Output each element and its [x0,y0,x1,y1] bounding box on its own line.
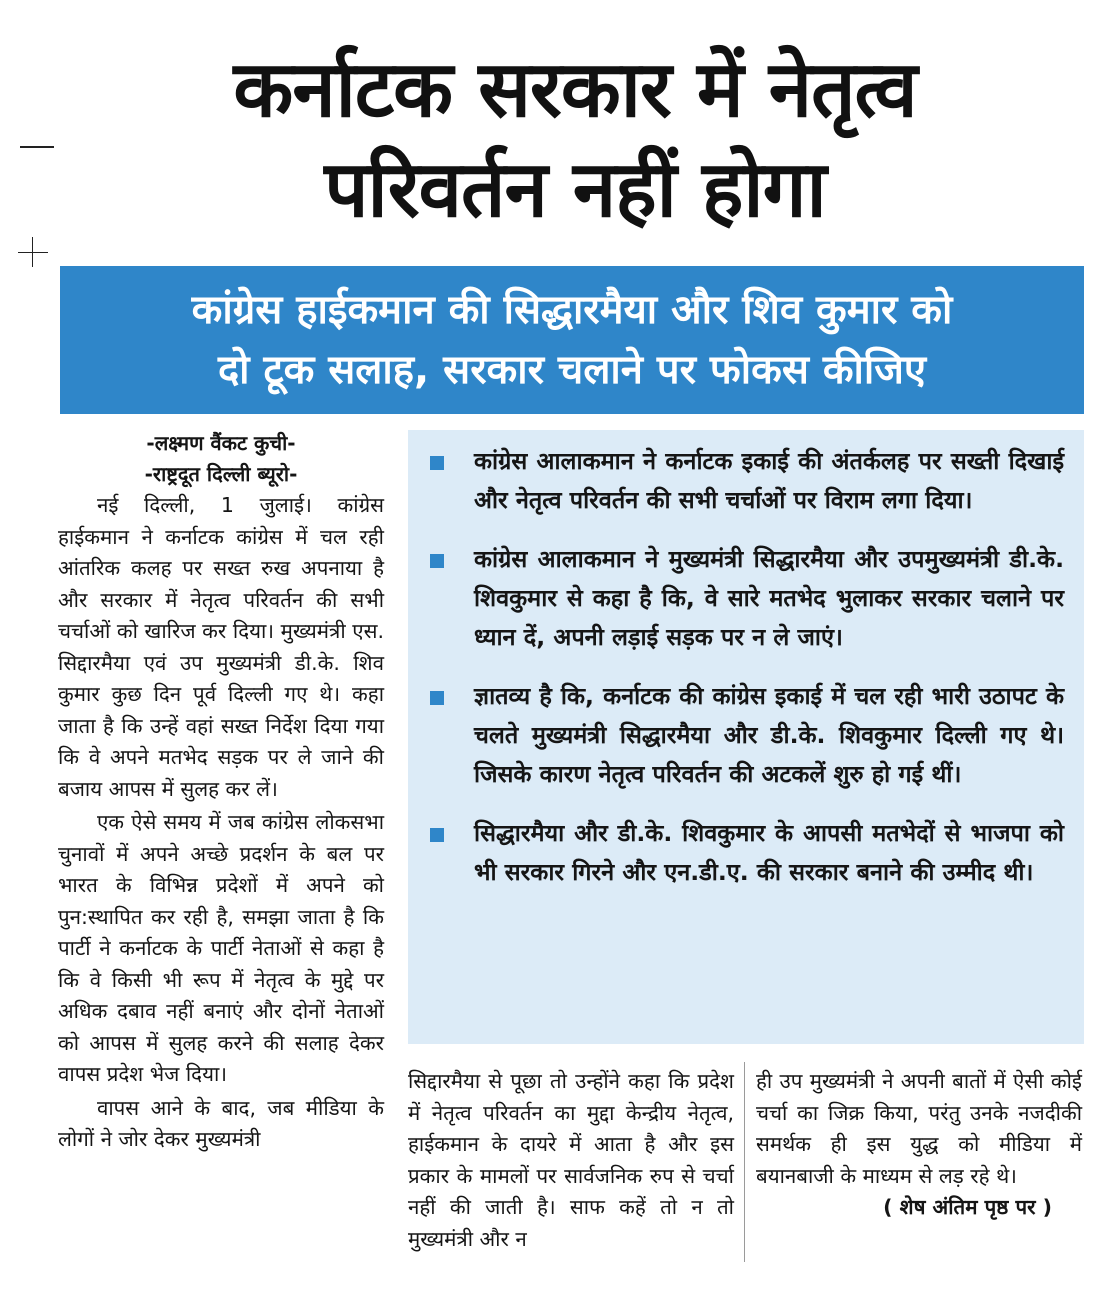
highlight-text: कांग्रेस आलाकमान ने मुख्यमंत्री सिद्धारमैया और उपमुख्यमंत्री डी.के. शिवकुमार से कहा है कि, वे सारे मतभेद भुलाकर सरकार चलाने पर ध्यान दें, अपनी लड़ाई सड़क पर न ले जाएं। [474,545,1064,651]
subheadline-band [60,266,1084,414]
highlight-text: कांग्रेस आलाकमान ने कर्नाटक इकाई की अंतर्कलह पर सख्ती दिखाई और नेतृत्व परिवर्तन की सभी चर्चाओं पर विराम लगा दिया। [474,447,1064,514]
headline-line-1: कर्नाटक सरकार में नेतृत्व [233,45,917,135]
article-column-right [756,1066,1082,1224]
highlight-item [430,442,1064,520]
byline-author: -लक्ष्मण वैंकट कुची- [146,431,296,455]
highlight-text: सिद्धारमैया और डी.के. शिवकुमार के आपसी मतभेदों से भाजपा को भी सरकार गिरने और एन.डी.ए. की सरकार बनाने की उम्मीद थी। [474,819,1064,886]
article-right-text: ही उप मुख्यमंत्री ने अपनी बातों में ऐसी कोई चर्चा का जिक्र किया, परंतु उनके नजदीकी समर्थक ही इस युद्ध को मीडिया में बयानबाजी के माध्यम से लड़ रहे थे। [756,1069,1082,1188]
registration-mark-horizontal [18,252,48,253]
article-paragraph-1: नई दिल्ली, 1 जुलाई। कांग्रेस हाईकमान ने कर्नाटक कांग्रेस में चल रही आंतरिक कलह पर सख्त रुख अपनाया है और सरकार में नेतृत्व परिवर्तन की सभी चर्चाओं को खारिज कर दिया। मुख्यमंत्री एस. सिद्दारमैया एवं उप मुख्यमंत्री डी.के. शिव कुमार कुछ दिन पूर्व दिल्ली गए थे। कहा जाता है कि उन्हें वहां सख्त निर्देश दिया गया कि वे अपने मतभेद सड़क पर ले जाने की बजाय आपस में सुलह कर लें। [58,493,384,801]
column-divider [744,1062,745,1262]
headline-line-2: परिवर्तन नहीं होगा [324,145,826,235]
registration-mark-vertical [32,237,33,267]
square-bullet-icon [430,691,444,705]
crop-mark-dash [20,146,54,148]
square-bullet-icon [430,828,444,842]
headline [80,40,1070,240]
article-column-left [58,428,384,1156]
highlight-item [430,540,1064,657]
article-paragraph-3: वापस आने के बाद, जब मीडिया के लोगों ने जोर देकर मुख्यमंत्री [58,1095,384,1151]
byline-bureau: -राष्ट्रदूत दिल्ली ब्यूरो- [144,462,298,486]
square-bullet-icon [430,554,444,568]
highlight-item [430,677,1064,794]
square-bullet-icon [430,456,444,470]
subheadline-line-2: दो टूक सलाह, सरकार चलाने पर फोकस कीजिए [217,347,927,393]
subheadline-line-1: कांग्रेस हाईकमान की सिद्धारमैया और शिव कुमार को [191,287,953,333]
article-middle-text: सिद्दारमैया से पूछा तो उन्होंने कहा कि प्रदेश में नेतृत्व परिवर्तन का मुद्दा केन्द्रीय नेतृत्व, हाईकमान के दायरे में आता है और इस प्रकार के मामलों पर सार्वजनिक रुप से चर्चा नहीं की जाती है। साफ कहें तो न तो मुख्यमंत्री और न [408,1069,734,1251]
byline [58,428,384,490]
article-paragraph-2: एक ऐसे समय में जब कांग्रेस लोकसभा चुनावों में अपने अच्छे प्रदर्शन के बल पर भारत के विभिन्न प्रदेशों में अपने को पुन:स्थापित कर रही है, समझा जाता है कि पार्टी ने कर्नाटक के पार्टी नेताओं से कहा है कि वे किसी भी रूप में नेतृत्व के मुद्दे पर अधिक दबाव नहीं बनाएं और दोनों नेताओं को आपस में सुलह करने की सलाह देकर वापस प्रदेश भेज दिया। [58,810,384,1086]
highlight-text: ज्ञातव्य है कि, कर्नाटक की कांग्रेस इकाई में चल रही भारी उठापट के चलते मुख्यमंत्री सिद्धारमैया और डी.के. शिवकुमार दिल्ली गए थे। जिसके कारण नेतृत्व परिवर्तन की अटकलें शुरु हो गई थीं। [474,682,1064,788]
highlight-item [430,814,1064,892]
highlights-box [408,430,1084,1044]
continued-note: ( शेष अंतिम पृष्ठ पर ) [883,1195,1052,1219]
article-column-middle [408,1066,734,1255]
